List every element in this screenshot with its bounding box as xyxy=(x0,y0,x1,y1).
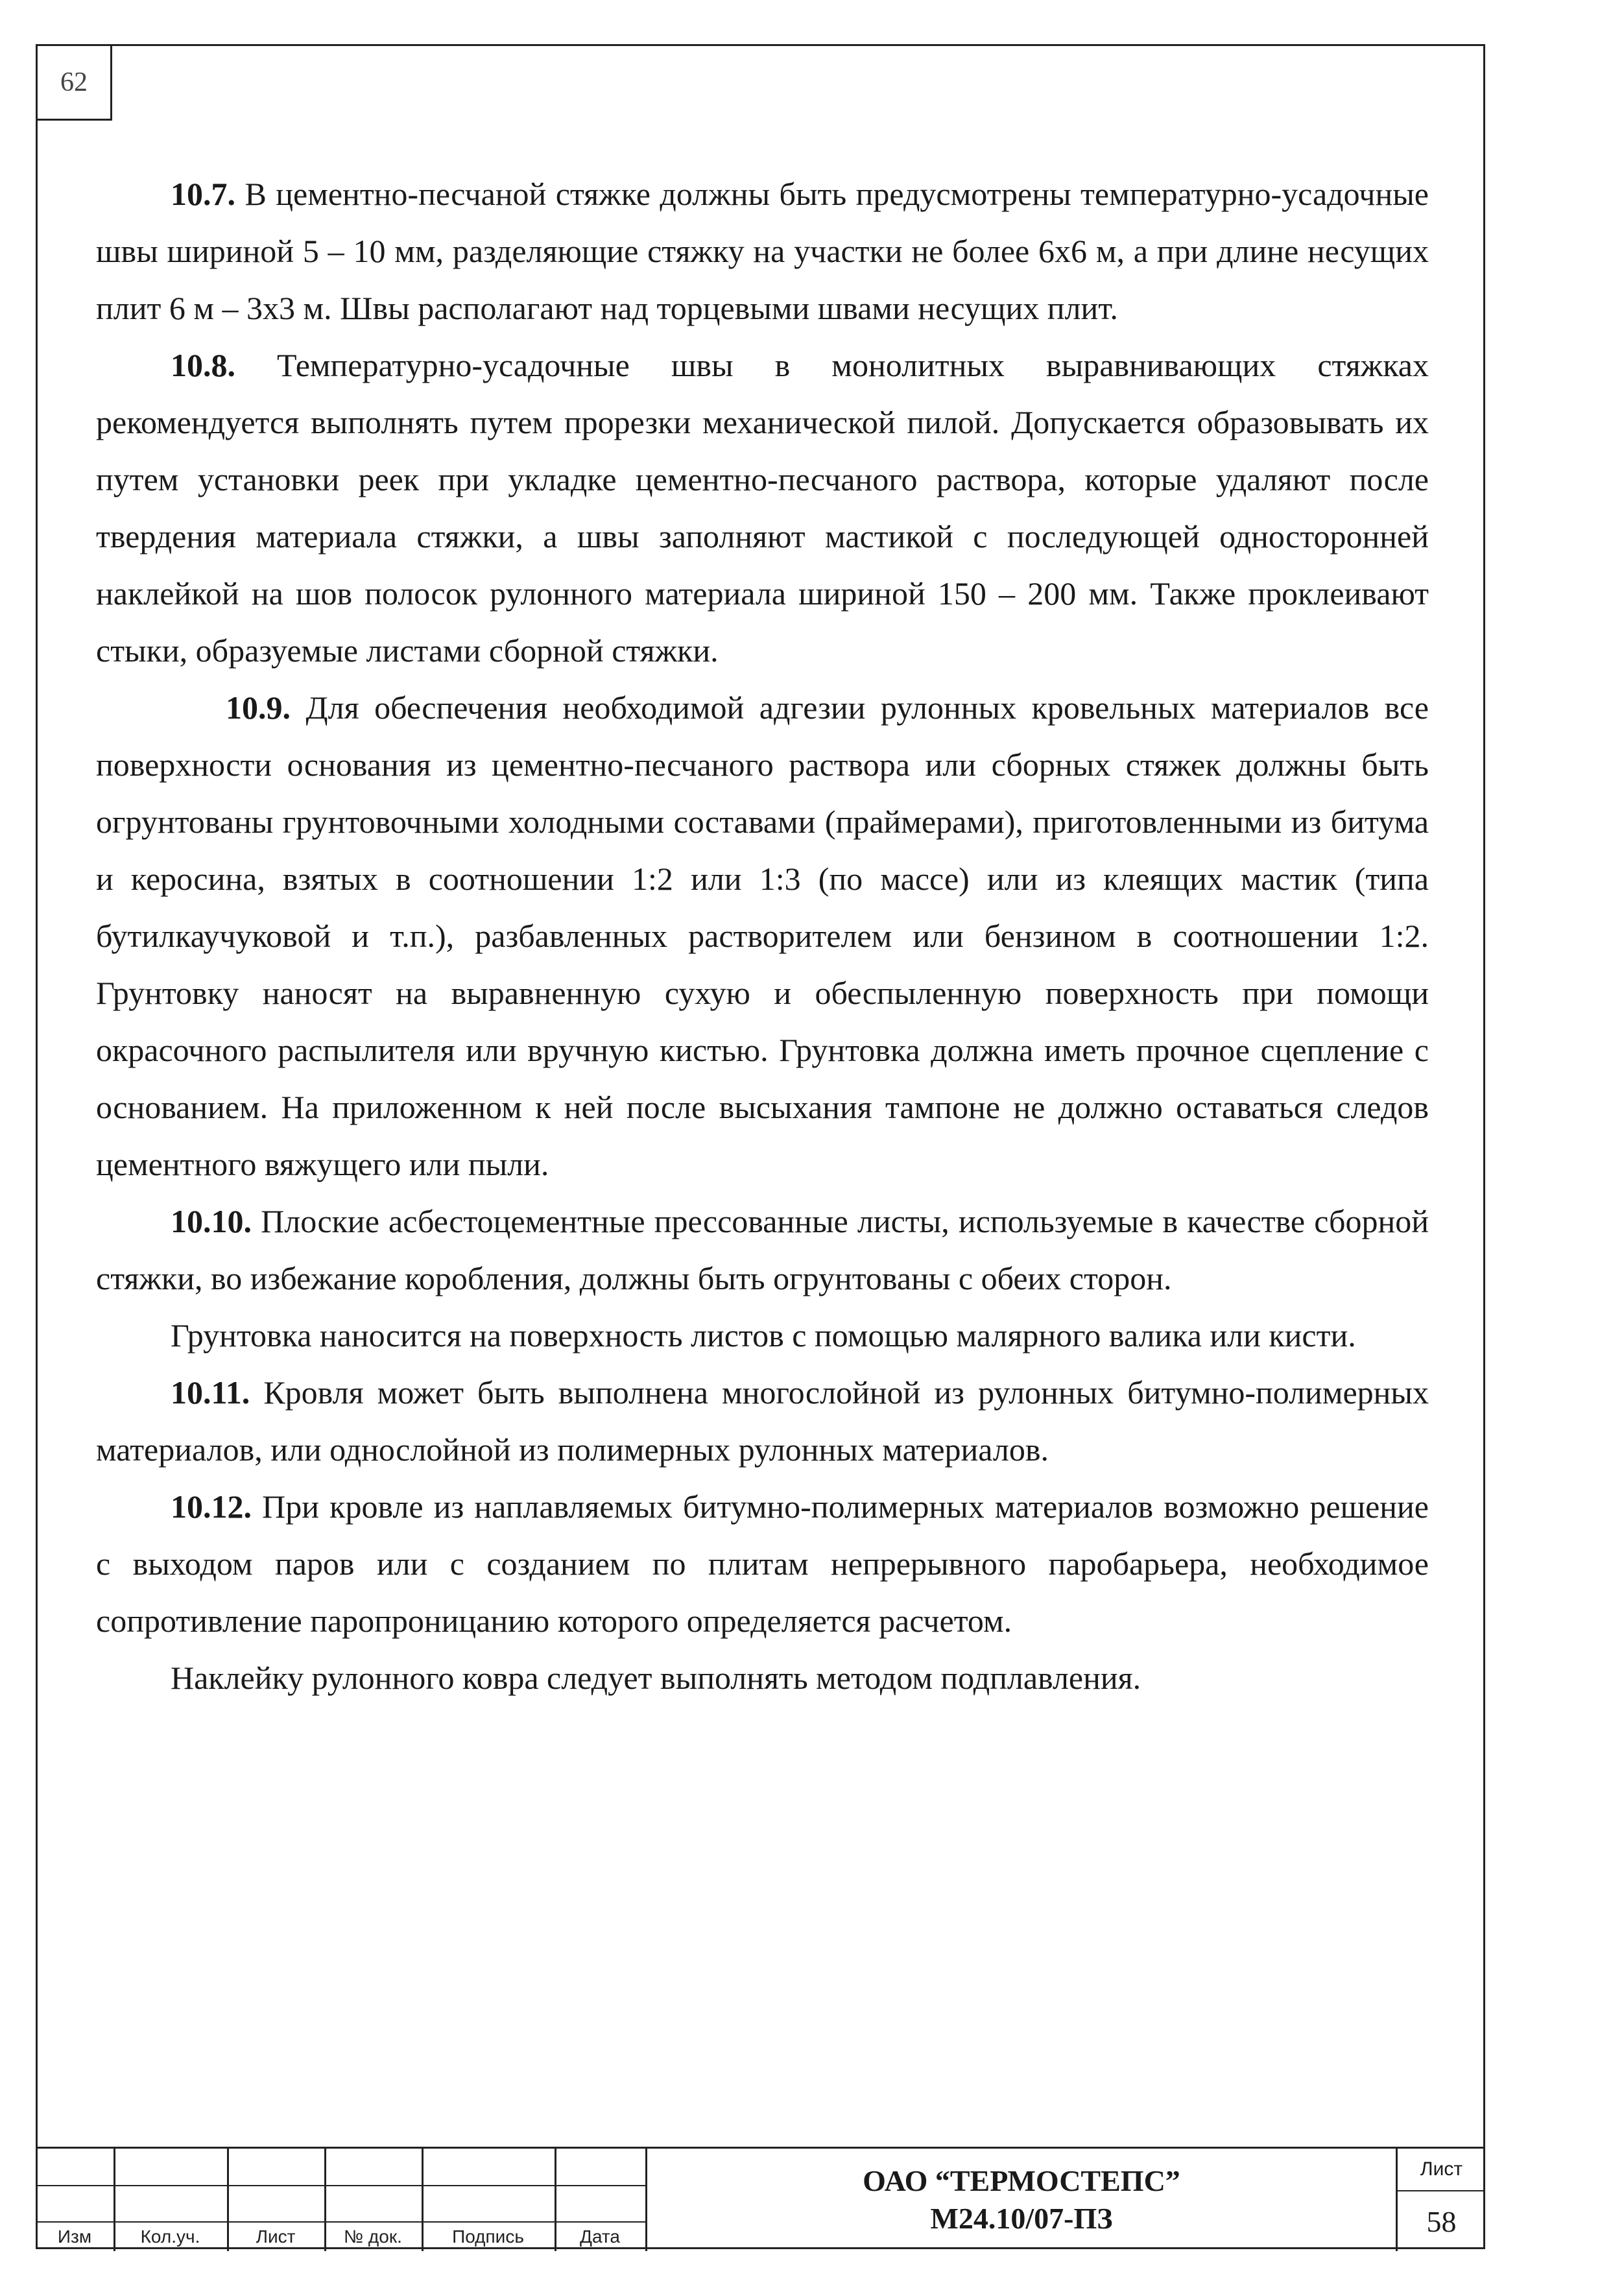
paragraph-priming xyxy=(96,1307,1429,1364)
sheet-number: 58 xyxy=(1426,2204,1457,2238)
clause-number: 10.8. xyxy=(171,347,235,383)
clause-text: Для обеспечения необходимой адгезии рулонных кровельных материалов все поверхности основания из цементно-песчаного раствора или сборных стяжек должны быть огрунтованы грунтовочными холодными составами (праймерами), приготовленными из битума и керосина, взятых в соотношении 1:2 или 1:3 (по массе) или из клеящих мастик (типа бутилкаучуковой и т.п.), разбавленных растворителем или бензином в соотношении 1:2. Грунтовку наносят на выравненную сухую и обеспыленную поверхность при помощи окрасочного распылителя или вручную кистью. Грунтовка должна иметь прочное сцепление с основанием. На приложенном к ней после высыхания тампоне не должно оставаться следов цементного вяжущего или пыли. xyxy=(96,689,1429,1182)
document-body xyxy=(96,165,1429,1706)
company-name: ОАО “ТЕРМОСТЕПС” xyxy=(863,2164,1180,2197)
paragraph-10-7 xyxy=(96,165,1429,337)
paragraph-10-10 xyxy=(96,1193,1429,1307)
clause-number: 10.7. xyxy=(171,176,235,212)
clause-text: Наклейку рулонного ковра следует выполнять методом подплавления. xyxy=(171,1660,1141,1696)
clause-text: При кровле из наплавляемых битумно-полимерных материалов возможно решение с выходом паров или с созданием по плитам непрерывного паробарьера, необходимое сопротивление паропроницанию которого определяется расчетом. xyxy=(96,1488,1429,1639)
clause-number: 10.12. xyxy=(171,1488,252,1525)
revision-grid xyxy=(36,2149,645,2251)
paragraph-gluing xyxy=(96,1649,1429,1706)
document-code: М24.10/07-ПЗ xyxy=(930,2202,1113,2235)
col-label-koluch: Кол.уч. xyxy=(140,2226,200,2247)
paragraph-10-8 xyxy=(96,337,1429,679)
clause-text: Температурно-усадочные швы в монолитных выравнивающих стяжках рекомендуется выполнять путем прорезки механической пилой. Допускается образовывать их путем установки реек при укладке цементно-песчаного раствора, которые удаляют после твердения материала стяжки, а швы заполняют мастикой с последующей односторонней наклейкой на шов полосок рулонного материала шириной 150 – 200 мм. Также проклеивают стыки, образуемые листами сборной стяжки. xyxy=(96,347,1429,669)
col-label-izm: Изм xyxy=(57,2226,92,2247)
paragraph-10-12 xyxy=(96,1478,1429,1649)
col-label-doc-number: № док. xyxy=(344,2226,402,2247)
grid-row-divider xyxy=(36,2185,645,2186)
paragraph-10-11 xyxy=(96,1364,1429,1478)
clause-text: Кровля может быть выполнена многослойной из рулонных битумно-полимерных материалов, или однослойной из полимерных рулонных материалов. xyxy=(96,1374,1429,1468)
clause-text: Плоские асбестоцементные прессованные листы, используемые в качестве сборной стяжки, во избежание коробления, должны быть огрунтованы с обеих сторон. xyxy=(96,1203,1429,1296)
clause-number: 10.10. xyxy=(171,1203,252,1239)
clause-number: 10.9. xyxy=(226,689,291,726)
clause-number: 10.11. xyxy=(171,1374,250,1411)
title-block-designation xyxy=(645,2149,1398,2251)
col-label-signature: Подпись xyxy=(452,2226,524,2247)
corner-page-number: 62 xyxy=(36,44,112,121)
col-label-date: Дата xyxy=(579,2226,620,2247)
col-label-list: Лист xyxy=(256,2226,296,2247)
title-block xyxy=(36,2147,1485,2249)
paragraph-10-9 xyxy=(96,679,1429,1193)
clause-text: Грунтовка наносится на поверхность листов с помощью малярного валика или кисти. xyxy=(171,1317,1356,1354)
clause-text: В цементно-песчаной стяжке должны быть предусмотрены температурно-усадочные швы шириной 5 – 10 мм, разделяющие стяжку на участки не более 6х6 м, а при длине несущих плит 6 м – 3х3 м. Швы располагают над торцевыми швами несущих плит. xyxy=(96,176,1429,326)
sheet-label: Лист xyxy=(1398,2149,1485,2191)
sheet-cell xyxy=(1398,2149,1485,2251)
